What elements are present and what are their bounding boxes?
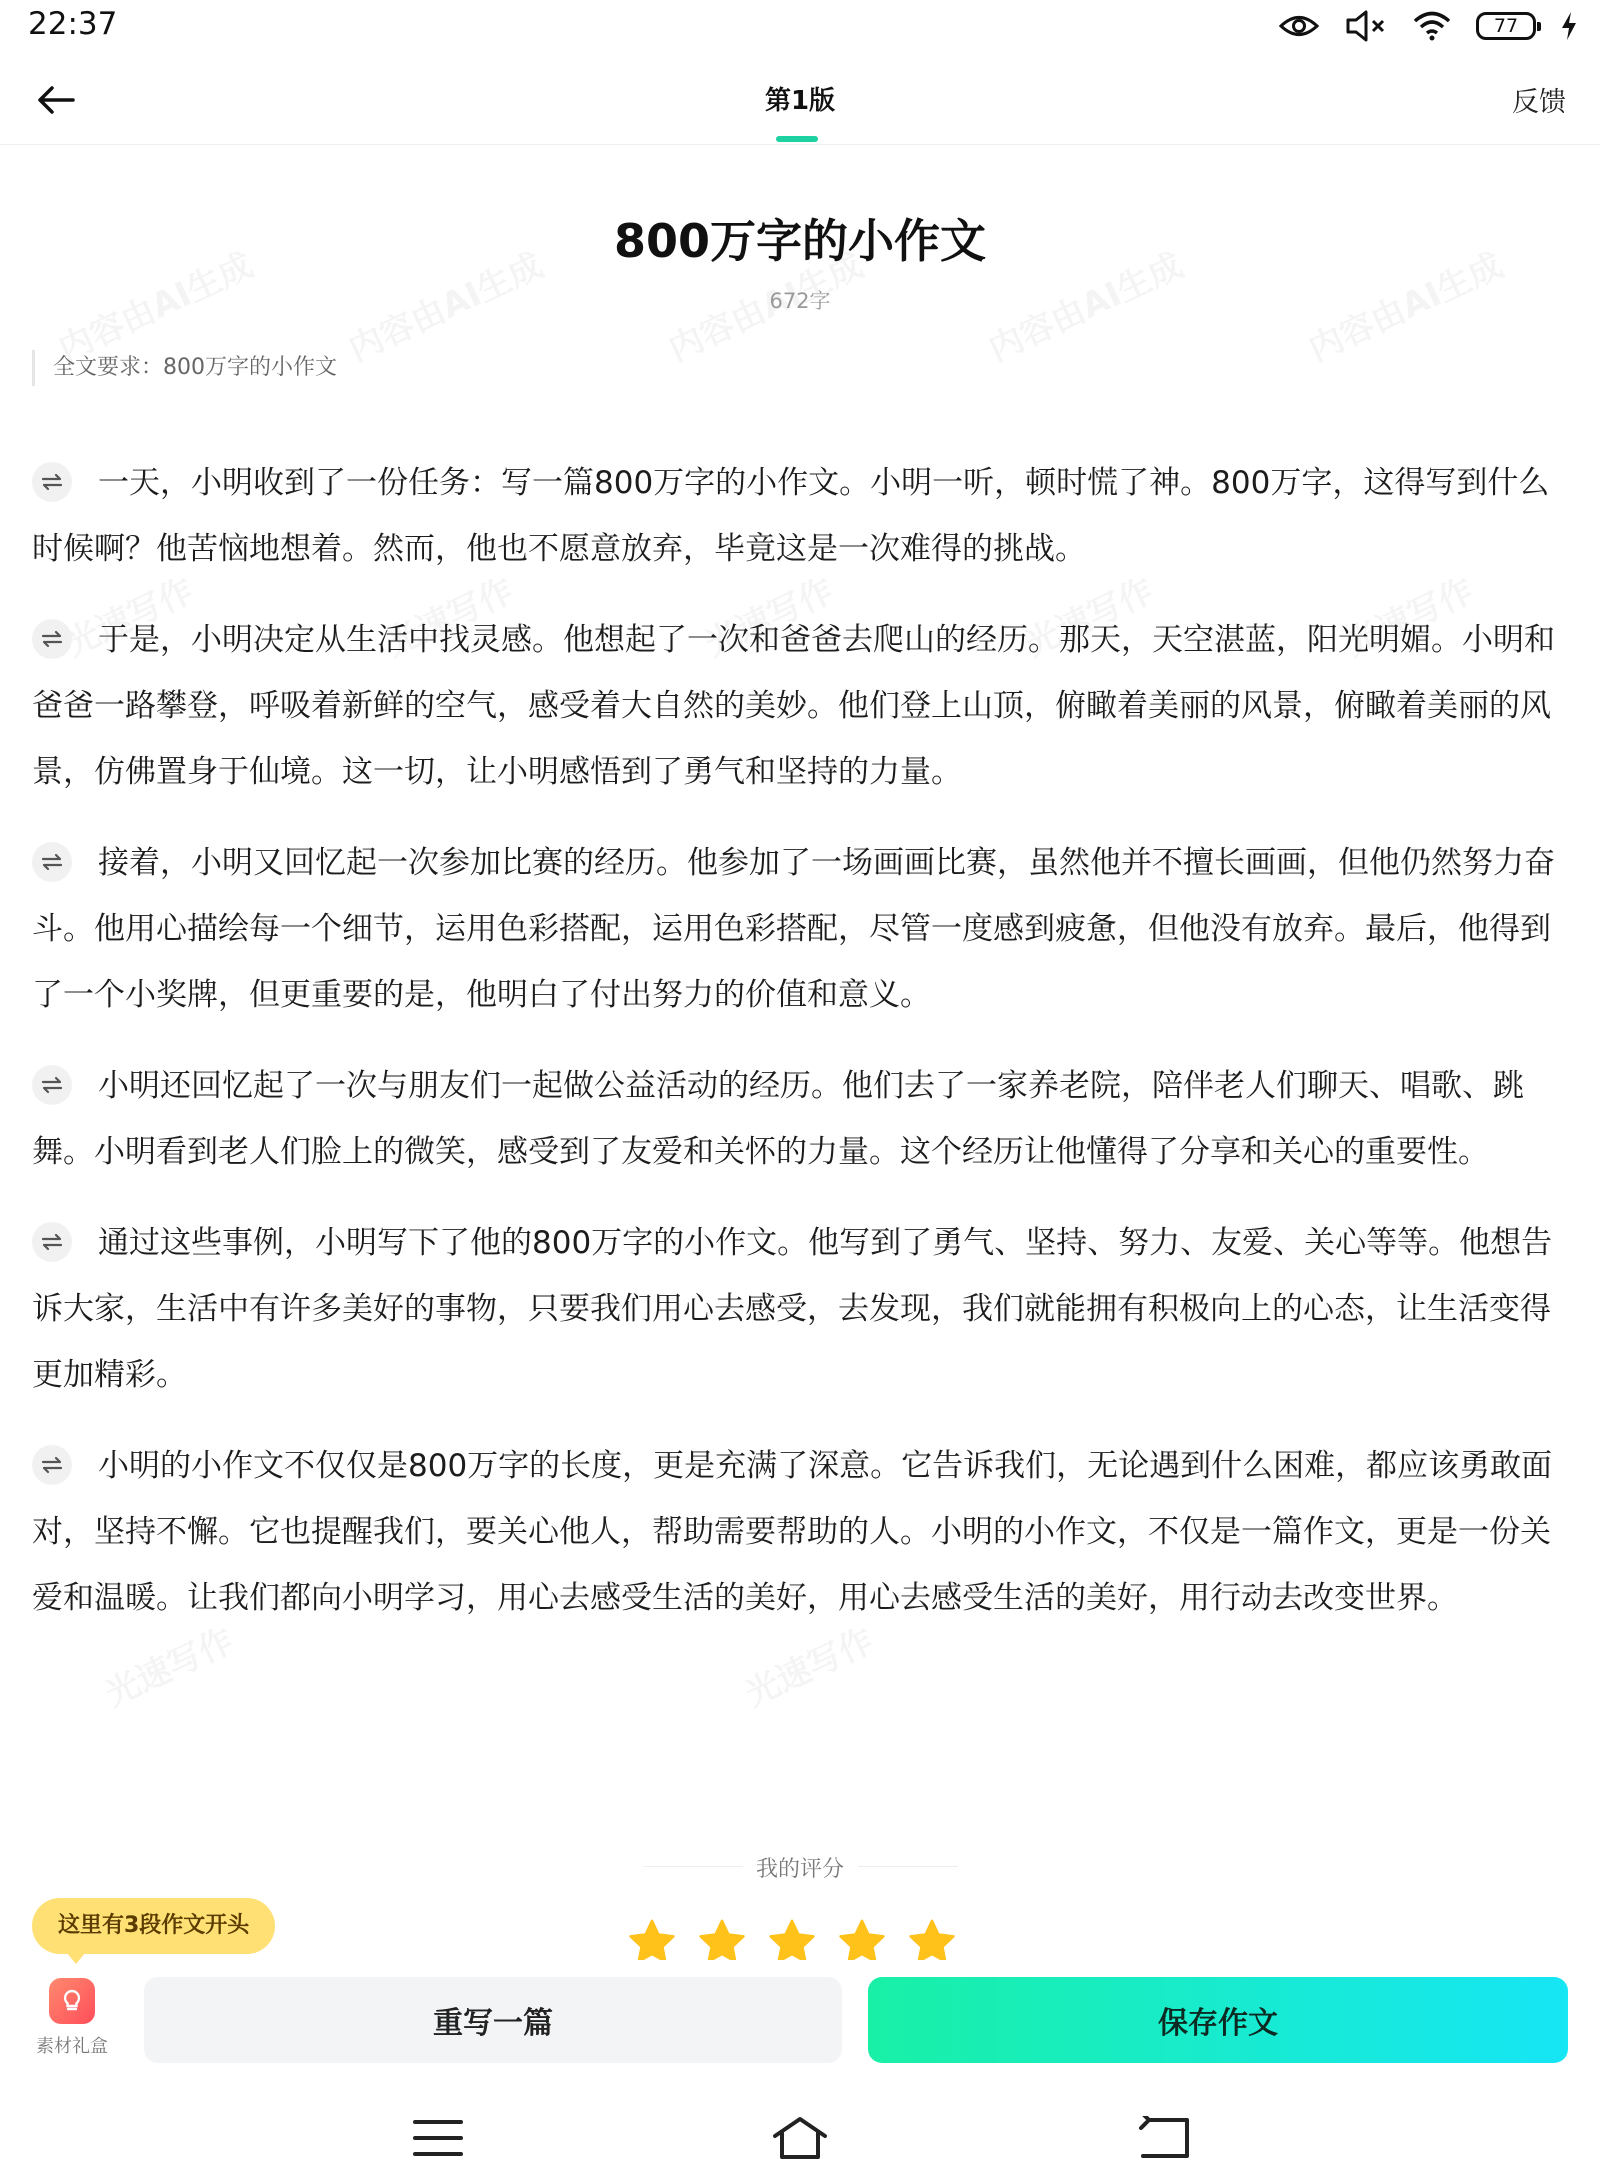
system-nav-bar (0, 2098, 1600, 2176)
paragraph-text: 于是，小明决定从生活中找灵感。他想起了一次和爸爸去爬山的经历。那天，天空湛蓝，阳光明媚。小明和爸爸一路攀登，呼吸着新鲜的空气，感受着大自然的美妙。他们登上山顶，俯瞰着美丽的风景，俯瞰着美丽的风景，仿佛置身于仙境。这一切，让小明感悟到了勇气和坚持的力量。 (32, 622, 1555, 790)
word-count: 672字 (769, 289, 831, 313)
swap-icon[interactable] (32, 1445, 72, 1485)
paragraph-text: 接着，小明又回忆起一次参加比赛的经历。他参加了一场画画比赛，虽然他并不擅长画画，但他仍然努力奋斗。他用心描绘每一个细节，运用色彩搭配，运用色彩搭配，尽管一度感到疲惫，但他没有放弃。最后，他得到了一个小奖牌，但更重要的是，他明白了付出努力的价值和意义。 (32, 845, 1555, 1013)
paragraph-text: 小明还回忆起了一次与朋友们一起做公益活动的经历。他们去了一家养老院，陪伴老人们聊天、唱歌、跳舞。小明看到老人们脸上的微笑，感受到了友爱和关怀的力量。这个经历让他懂得了分享和关心的重要性。 (32, 1068, 1524, 1170)
essay-paragraph (32, 1210, 1572, 1408)
gift-box-label: 素材礼盒 (36, 2036, 108, 2057)
essay-requirement: 全文要求：800万字的小作文 (32, 350, 337, 386)
essay-body (32, 450, 1572, 1656)
swap-icon[interactable] (32, 1222, 72, 1262)
back-icon (1137, 2116, 1191, 2160)
status-time: 22:37 (28, 6, 118, 42)
status-icons (1278, 6, 1578, 46)
menu-button[interactable] (408, 2112, 468, 2164)
paragraph-text: 一天，小明收到了一份任务：写一篇800万字的小作文。小明一听，顿时慌了神。800万字，这得写到什么时候啊？他苦恼地想着。然而，他也不愿意放弃，毕竟这是一次难得的挑战。 (32, 465, 1550, 567)
eye-icon (1278, 12, 1320, 40)
menu-icon (413, 2118, 463, 2158)
home-icon (772, 2116, 828, 2160)
system-back-button[interactable] (1134, 2112, 1194, 2164)
status-bar (0, 0, 1600, 52)
essay-paragraph (32, 830, 1572, 1028)
opening-hint-tooltip[interactable]: 这里有3段作文开头 (32, 1898, 275, 1954)
top-nav-bar (0, 56, 1600, 145)
rating-label: 我的评分 (755, 1857, 844, 1882)
swap-icon[interactable] (32, 462, 72, 502)
essay-paragraph (32, 450, 1572, 582)
material-gift-box-button[interactable] (30, 1978, 114, 2058)
swap-icon[interactable] (32, 1065, 72, 1105)
active-tab-indicator (776, 136, 818, 142)
swap-icon[interactable] (32, 619, 72, 659)
essay-paragraph (32, 1053, 1572, 1185)
save-essay-button[interactable]: 保存作文 (868, 1977, 1568, 2063)
paragraph-text: 小明的小作文不仅仅是800万字的长度，更是充满了深意。它告诉我们，无论遇到什么困难，都应该勇敢面对，坚持不懈。它也提醒我们，要关心他人，帮助需要帮助的人。小明的小作文，不仅是一篇作文，更是一份关爱和温暖。让我们都向小明学习，用心去感受生活的美好，用心去感受生活的美好，用行动去改变世界。 (32, 1448, 1553, 1616)
essay-title: 800万字的小作文 (613, 214, 987, 268)
paragraph-text: 通过这些事例，小明写下了他的800万字的小作文。他写到了勇气、坚持、努力、友爱、关心等等。他想告诉大家，生活中有许多美好的事物，只要我们用心去感受，去发现，我们就能拥有积极向上的心态，让生活变得更加精彩。 (32, 1225, 1553, 1393)
essay-paragraph (32, 607, 1572, 805)
lightbulb-icon (49, 1978, 95, 2024)
swap-icon[interactable] (32, 842, 72, 882)
charging-bolt-icon (1560, 11, 1578, 41)
essay-paragraph (32, 1433, 1572, 1631)
feedback-button[interactable]: 反馈 (1512, 87, 1566, 118)
battery-level: 77 (1493, 15, 1519, 37)
tab-version-1[interactable]: 第1版 (764, 86, 836, 116)
mute-icon (1344, 9, 1388, 43)
rewrite-button[interactable]: 重写一篇 (144, 1977, 842, 2063)
home-button[interactable] (770, 2112, 830, 2164)
battery-indicator (1476, 12, 1536, 40)
wifi-icon (1412, 10, 1452, 42)
